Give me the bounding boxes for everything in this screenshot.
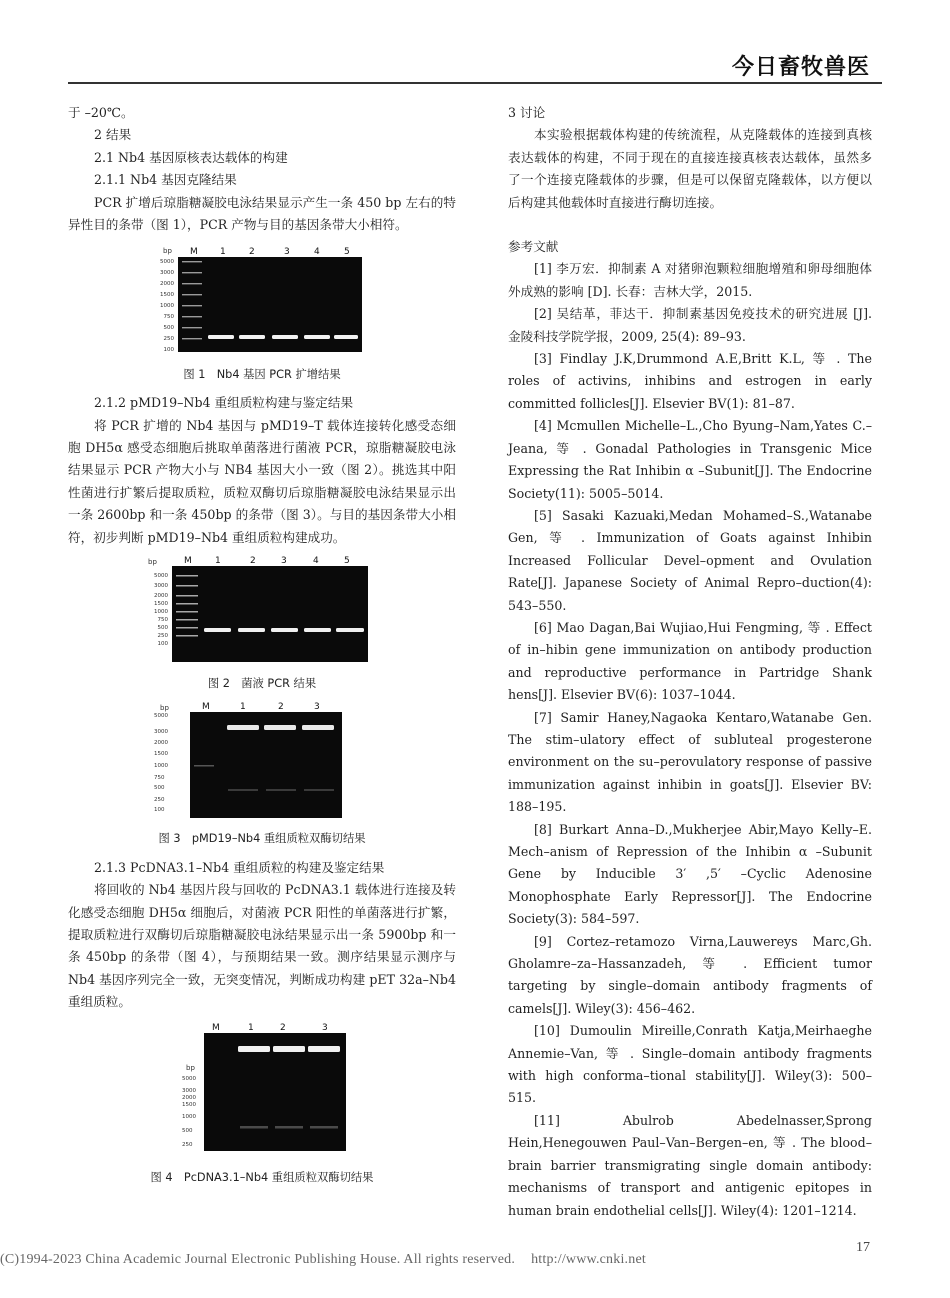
- ladder-label: 500: [154, 784, 165, 791]
- gel-unit-label: bp: [160, 703, 169, 712]
- gel-image-1: [68, 244, 456, 354]
- ladder-label: 250: [182, 1141, 193, 1148]
- gel-image-2: [68, 555, 456, 663]
- references-heading: 参考文献: [508, 239, 559, 255]
- ladder-label: 2000: [154, 739, 168, 746]
- paragraph: PCR 扩增后琼脂糖凝胶电泳结果显示产生一条 450 bp 左右的特异性目的条带（图 1），PCR 产物与目的基因条带大小相符。: [68, 194, 456, 233]
- ladder-label: 5000: [182, 1075, 196, 1082]
- lane-label: M: [190, 247, 198, 258]
- sample-bands-faint: [240, 1126, 338, 1129]
- ladder-label: 1000: [160, 303, 174, 310]
- ladder-label: 100: [163, 347, 174, 354]
- paragraph: 本实验根据载体构建的传统流程，从克隆载体的连接到真核表达载体的构建，不同于现在的直接连接真核表达载体，虽然多了一个连接克隆载体的步骤，但是可以保留克隆载体，以方便以后构建其他载体时直接进行酶切连接。: [508, 127, 872, 210]
- ladder-label: 3000: [154, 728, 168, 735]
- figure-caption: 图 3 pMD19–Nb4 重组质粒双酶切结果: [158, 832, 366, 846]
- paragraph: 将 PCR 扩增的 Nb4 基因与 pMD19–T 载体连接转化感受态细胞 DH5α 感受态细胞后挑取单菌落进行菌液 PCR，琼脂糖凝胶电泳结果显示 PCR 产物大小与 NB4 基因大小一致（图 2）。挑选其中阳性菌进行扩繁后提取质粒，质粒双酶切后琼脂糖凝胶电泳结果显示出一条 2600bp 和一条 450bp 的条带（图 3）。与目的基因条带大小相符，初步判断 pMD19–Nb4 重组质粒构建成功。: [68, 417, 456, 545]
- reference-item: [2] 吴结革，菲达干．抑制素基因免疫技术的研究进展 [J]. 金陵科技学院学报，2009, 25(4): 89–93.: [508, 306, 872, 344]
- footer: [0, 1252, 646, 1268]
- reference-item: [11] Abulrob Abedelnasser,Sprong Hein,Henegouwen Paul–Van–Bergen–en, 等 . The blood–brain barrier transmigrating single domain antibody: mechanisms of transport and antigenic epitopes in human brain endothelial cells[J]. Wiley(4): 1201–1214.: [508, 1112, 872, 1218]
- lane-label: 4: [314, 247, 320, 258]
- ladder-label: 500: [163, 325, 174, 332]
- gel-lane-labels: [190, 247, 350, 257]
- sample-bands: [208, 335, 358, 339]
- lane-label: M: [212, 1022, 220, 1033]
- lane-label: 3: [284, 247, 290, 258]
- reference-item: [5] Sasaki Kazuaki,Medan Mohamed–S.,Watanabe Gen, 等 . Immunization of Goats against Inhibin Increased Follicular Devel–opment and Ovulation Rate[J]. Japanese Society of Animal Repro–duction(4): 543–550.: [508, 507, 872, 613]
- ladder-label: 3000: [182, 1087, 196, 1094]
- figure-2: [68, 555, 456, 695]
- subsubsection-heading: 2.1.2 pMD19–Nb4 重组质粒构建与鉴定结果: [94, 395, 354, 411]
- reference-item: [4] Mcmullen Michelle–L.,Cho Byung–Nam,Yates C.–Jeana, 等 . Gonadal Pathologies in Transgenic Mice Expressing the Rat Inhibin α –Subunit[J]. The Endocrine Society(11): 5005–5014.: [508, 418, 872, 501]
- header-rule: [68, 82, 882, 84]
- right-column: [508, 102, 872, 1222]
- gel-unit-label: bp: [163, 247, 172, 256]
- gel-image-3: [68, 701, 456, 819]
- lane-label: 1: [240, 701, 246, 712]
- figure-caption: 图 1 Nb4 基因 PCR 扩增结果: [183, 367, 341, 381]
- ladder-label: 5000: [154, 712, 168, 719]
- section-heading: 2 结果: [94, 127, 132, 143]
- gel-unit-label: bp: [186, 1063, 195, 1072]
- reference-list: [508, 258, 872, 1221]
- sample-bands: [238, 1046, 340, 1052]
- lane-label: 3: [314, 701, 320, 712]
- ladder-label: 5000: [160, 259, 174, 266]
- ladder-label: 1500: [154, 750, 168, 757]
- paragraph: 于 –20℃。: [68, 105, 134, 120]
- ladder-labels: [154, 713, 168, 813]
- ladder-label: 3000: [154, 583, 168, 590]
- gel-unit-label: bp: [148, 558, 157, 567]
- reference-item: [6] Mao Dagan,Bai Wujiao,Hui Fengming, 等 . Effect of in–hibin gene immunization on antibody production and reproductive performance in Partridge Shank hens[J]. Elsevier BV(6): 1037–1044.: [508, 619, 872, 703]
- ladder-label: 1000: [182, 1113, 196, 1120]
- figure-3: [68, 701, 456, 851]
- page-number: 17: [856, 1240, 870, 1255]
- reference-item: [8] Burkart Anna–D.,Mukherjee Abir,Mayo Kelly–E. Mech–anism of Repression of the Inhibin α –Subunit Gene by Inducible 3′ ,5′ –Cyclic Adenosine Monophosphate Early Repressor[J]. The Endocrine Society(3): 584–597.: [508, 821, 872, 927]
- figure-caption: 图 2 菌液 PCR 结果: [207, 676, 317, 690]
- lane-label: 1: [248, 1022, 254, 1033]
- left-column: [68, 102, 456, 1195]
- lane-label: 4: [313, 556, 319, 567]
- ladder-label: 250: [157, 633, 168, 640]
- ladder-label: 250: [163, 336, 174, 343]
- lane-label: 5: [344, 556, 350, 567]
- lane-label: 3: [322, 1022, 328, 1033]
- ladder-label: 500: [182, 1127, 193, 1134]
- section-heading: 3 讨论: [508, 105, 546, 120]
- ladder-label: 5000: [154, 573, 168, 580]
- reference-item: [9] Cortez–retamozo Virna,Lauwereys Marc,Gh. Gholamre–za–Hassanzadeh, 等 . Efficient tumor targeting by single–domain antibody fragments of camels[J]. Wiley(3): 456–462.: [508, 933, 872, 1016]
- lane-label: 2: [249, 247, 255, 258]
- ladder-label: 1500: [182, 1101, 196, 1108]
- ladder-label: 1000: [154, 762, 168, 769]
- lane-label: 2: [280, 1022, 286, 1033]
- lane-label: 2: [278, 701, 284, 712]
- lane-label: 3: [281, 556, 287, 567]
- lane-label: M: [202, 701, 210, 712]
- figure-caption: 图 4 PcDNA3.1–Nb4 重组质粒双酶切结果: [150, 1170, 374, 1184]
- sample-bands: [204, 628, 364, 632]
- figure-1: [68, 244, 456, 386]
- ladder-label: 750: [163, 314, 174, 321]
- ladder-bands: [194, 765, 214, 767]
- sample-bands-faint: [228, 789, 334, 791]
- ladder-label: 2000: [160, 281, 174, 288]
- footer-link[interactable]: http://www.cnki.net: [531, 1252, 646, 1267]
- lane-label: 1: [220, 247, 226, 258]
- ladder-label: 1500: [154, 601, 168, 608]
- ladder-label: 1500: [160, 292, 174, 299]
- ladder-labels: [154, 573, 168, 647]
- ladder-label: 100: [154, 806, 165, 813]
- ladder-label: 100: [157, 641, 168, 648]
- lane-label: 2: [250, 556, 256, 567]
- ladder-label: 3000: [160, 270, 174, 277]
- reference-item: [3] Findlay J.K,Drummond A.E,Britt K.L, 等 . The roles of activins, inhibins and estrogen in early committed follicles[J]. Elsevier BV(1): 81–87.: [508, 351, 872, 411]
- ladder-label: 500: [157, 625, 168, 632]
- gel-lane-labels: [212, 1023, 328, 1033]
- lane-label: 1: [215, 556, 221, 567]
- paragraph: 将回收的 Nb4 基因片段与回收的 PcDNA3.1 载体进行连接及转化感受态细胞 DH5α 细胞后，对菌液 PCR 阳性的单菌落进行扩繁，提取质粒进行双酶切后琼脂糖凝胶电泳结果显示出一条 5900bp 和一条 450bp 的条带（图 4），与预期结果一致。测序结果显示测序与 Nb4 基因序列完全一致，无突变情况，判断成功构建 pET 32a–Nb4 重组质粒。: [68, 882, 456, 1010]
- subsubsection-heading: 2.1.3 PcDNA3.1–Nb4 重组质粒的构建及鉴定结果: [94, 859, 385, 875]
- ladder-label: 1000: [154, 609, 168, 616]
- gel-lane-labels: [202, 702, 320, 712]
- reference-item: [7] Samir Haney,Nagaoka Kentaro,Watanabe Gen. The stim–ulatory effect of subluteal progesterone environment on the su–perovulatory response of passive immunization against inhibin in goats[J]. Elsevier BV: 188–195.: [508, 709, 872, 815]
- subsection-heading: 2.1 Nb4 基因原核表达载体的构建: [94, 149, 288, 165]
- copyright-text: (C)1994-2023 China Academic Journal Electronic Publishing House. All rights reserved.: [0, 1252, 516, 1267]
- ladder-label: 750: [154, 774, 165, 781]
- reference-item: [1] 李万宏．抑制素 A 对猪卵泡颗粒细胞增殖和卵母细胞体外成熟的影响 [D]. 长春：吉林大学，2015.: [508, 261, 872, 299]
- ladder-label: 750: [157, 617, 168, 624]
- gel-lane-labels: [184, 556, 350, 566]
- sample-bands: [227, 725, 334, 730]
- lane-label: 5: [344, 247, 350, 258]
- figure-4: [68, 1022, 456, 1190]
- ladder-label: 2000: [182, 1094, 196, 1101]
- ladder-label: 250: [154, 796, 165, 803]
- journal-title: 今日畜牧兽医: [731, 54, 870, 80]
- subsubsection-heading: 2.1.1 Nb4 基因克隆结果: [94, 172, 237, 188]
- ladder-label: 2000: [154, 593, 168, 600]
- gel-image-4: [68, 1022, 456, 1152]
- gel-background: [172, 566, 368, 662]
- lane-label: M: [184, 556, 192, 567]
- ladder-labels: [160, 259, 174, 353]
- reference-item: [10] Dumoulin Mireille,Conrath Katja,Meirhaeghe Annemie–Van, 等 . Single–domain antibody fragments with high conforma–tional stability[J]. Wiley(3): 500–515.: [508, 1023, 872, 1106]
- ladder-labels: [182, 1076, 196, 1148]
